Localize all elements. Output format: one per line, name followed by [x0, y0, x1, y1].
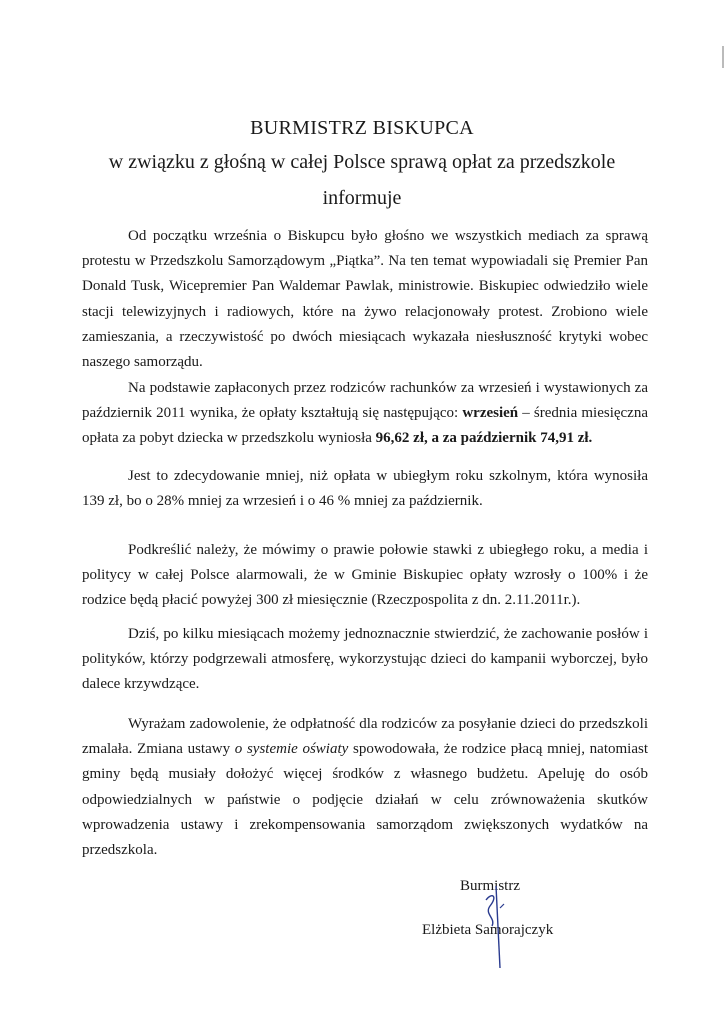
paragraph-3-text: Jest to zdecydowanie mniej, niż opłata w ubiegłym roku szkolnym, która wynosiła 139 zł, bo o 28% mniej za wrzesień i o 46 % mniej za październik. [82, 468, 648, 510]
paragraph-4 [82, 538, 648, 614]
paragraph-3 [82, 464, 648, 514]
paragraph-6-italic-law: o systemie oświaty [234, 741, 349, 758]
signature-title: Burmistrz [460, 878, 520, 894]
paragraph-1-text: Od początku września o Biskupcu było głośno we wszystkich mediach za sprawą protestu w Przedszkolu Samorządowym „Piątka”. Na ten temat wypowiadali się Premier Pan Donald Tusk, Wicepremier Pan Waldemar Pawlak, ministrowie. Biskupiec odwiedziło wiele stacji telewizyjnych i radiowych, które na żywo relacjonowały protest. Zrobiono wiele zamieszania, a rzeczywistość po dwóch miesiącach wykazała niesłuszność krytyki wobec naszego samorządu. [82, 228, 648, 371]
document-title: BURMISTRZ BISKUPCA [250, 117, 474, 139]
paragraph-5 [82, 622, 648, 698]
paragraph-6-text [82, 712, 648, 863]
document-verb: informuje [322, 187, 402, 209]
handwritten-signature [470, 878, 530, 978]
signature-name: Elżbieta Samorajczyk [422, 922, 554, 938]
paragraph-2-bold-month: wrzesień [462, 405, 519, 422]
paragraph-2-part-a: Na podstawie zapłaconych przez rodziców rachunków za wrzesień i wystawionych za październik 2011 wynika, że opłaty kształtują się następująco: [82, 380, 648, 422]
paragraph-5-text: Dziś, po kilku miesiącach możemy jednoznacznie stwierdzić, że zachowanie posłów i polityków, którzy podgrzewali atmosferę, wykorzystując dzieci do kampanii wyborczej, było dalece krzywdzące. [82, 626, 648, 693]
paragraph-2 [82, 376, 648, 452]
paragraph-6 [82, 712, 648, 863]
paragraph-1 [82, 224, 648, 375]
paragraph-2-part-c: – średnia miesięczna opłata za pobyt dziecka w przedszkolu wyniosła [82, 405, 648, 447]
paragraph-4-text: Podkreślić należy, że mówimy o prawie połowie stawki z ubiegłego roku, a media i politycy w całej Polsce alarmowali, że w Gminie Biskupiec opłaty wzrosły o 100% i że rodzice będą płacić powyżej 300 zł miesięcznie (Rzeczpospolita z dn. 2.11.2011r.). [82, 542, 648, 609]
paragraph-2-text [82, 376, 648, 452]
paragraph-6-part-c: spowodowała, że rodzice płacą mniej, natomiast gminy będą musiały dołożyć więcej środków z własnego budżetu. Apeluję do osób odpowiedzialnych w państwie o podjęcie działań w celu zrównoważenia skutków wprowadzenia ustawy i zrekompensowania samorządom zwiększonych wydatków na przedszkola. [82, 741, 648, 859]
document-subtitle: w związku z głośną w całej Polsce sprawą opłat za przedszkole [108, 151, 616, 173]
paragraph-2-bold-amounts: 96,62 zł, a za październik 74,91 zł. [375, 430, 593, 447]
paragraph-6-part-a: Wyrażam zadowolenie, że odpłatność dla rodziców za posyłanie dzieci do przedszkoli zmalała. Zmiana ustawy [82, 716, 648, 758]
